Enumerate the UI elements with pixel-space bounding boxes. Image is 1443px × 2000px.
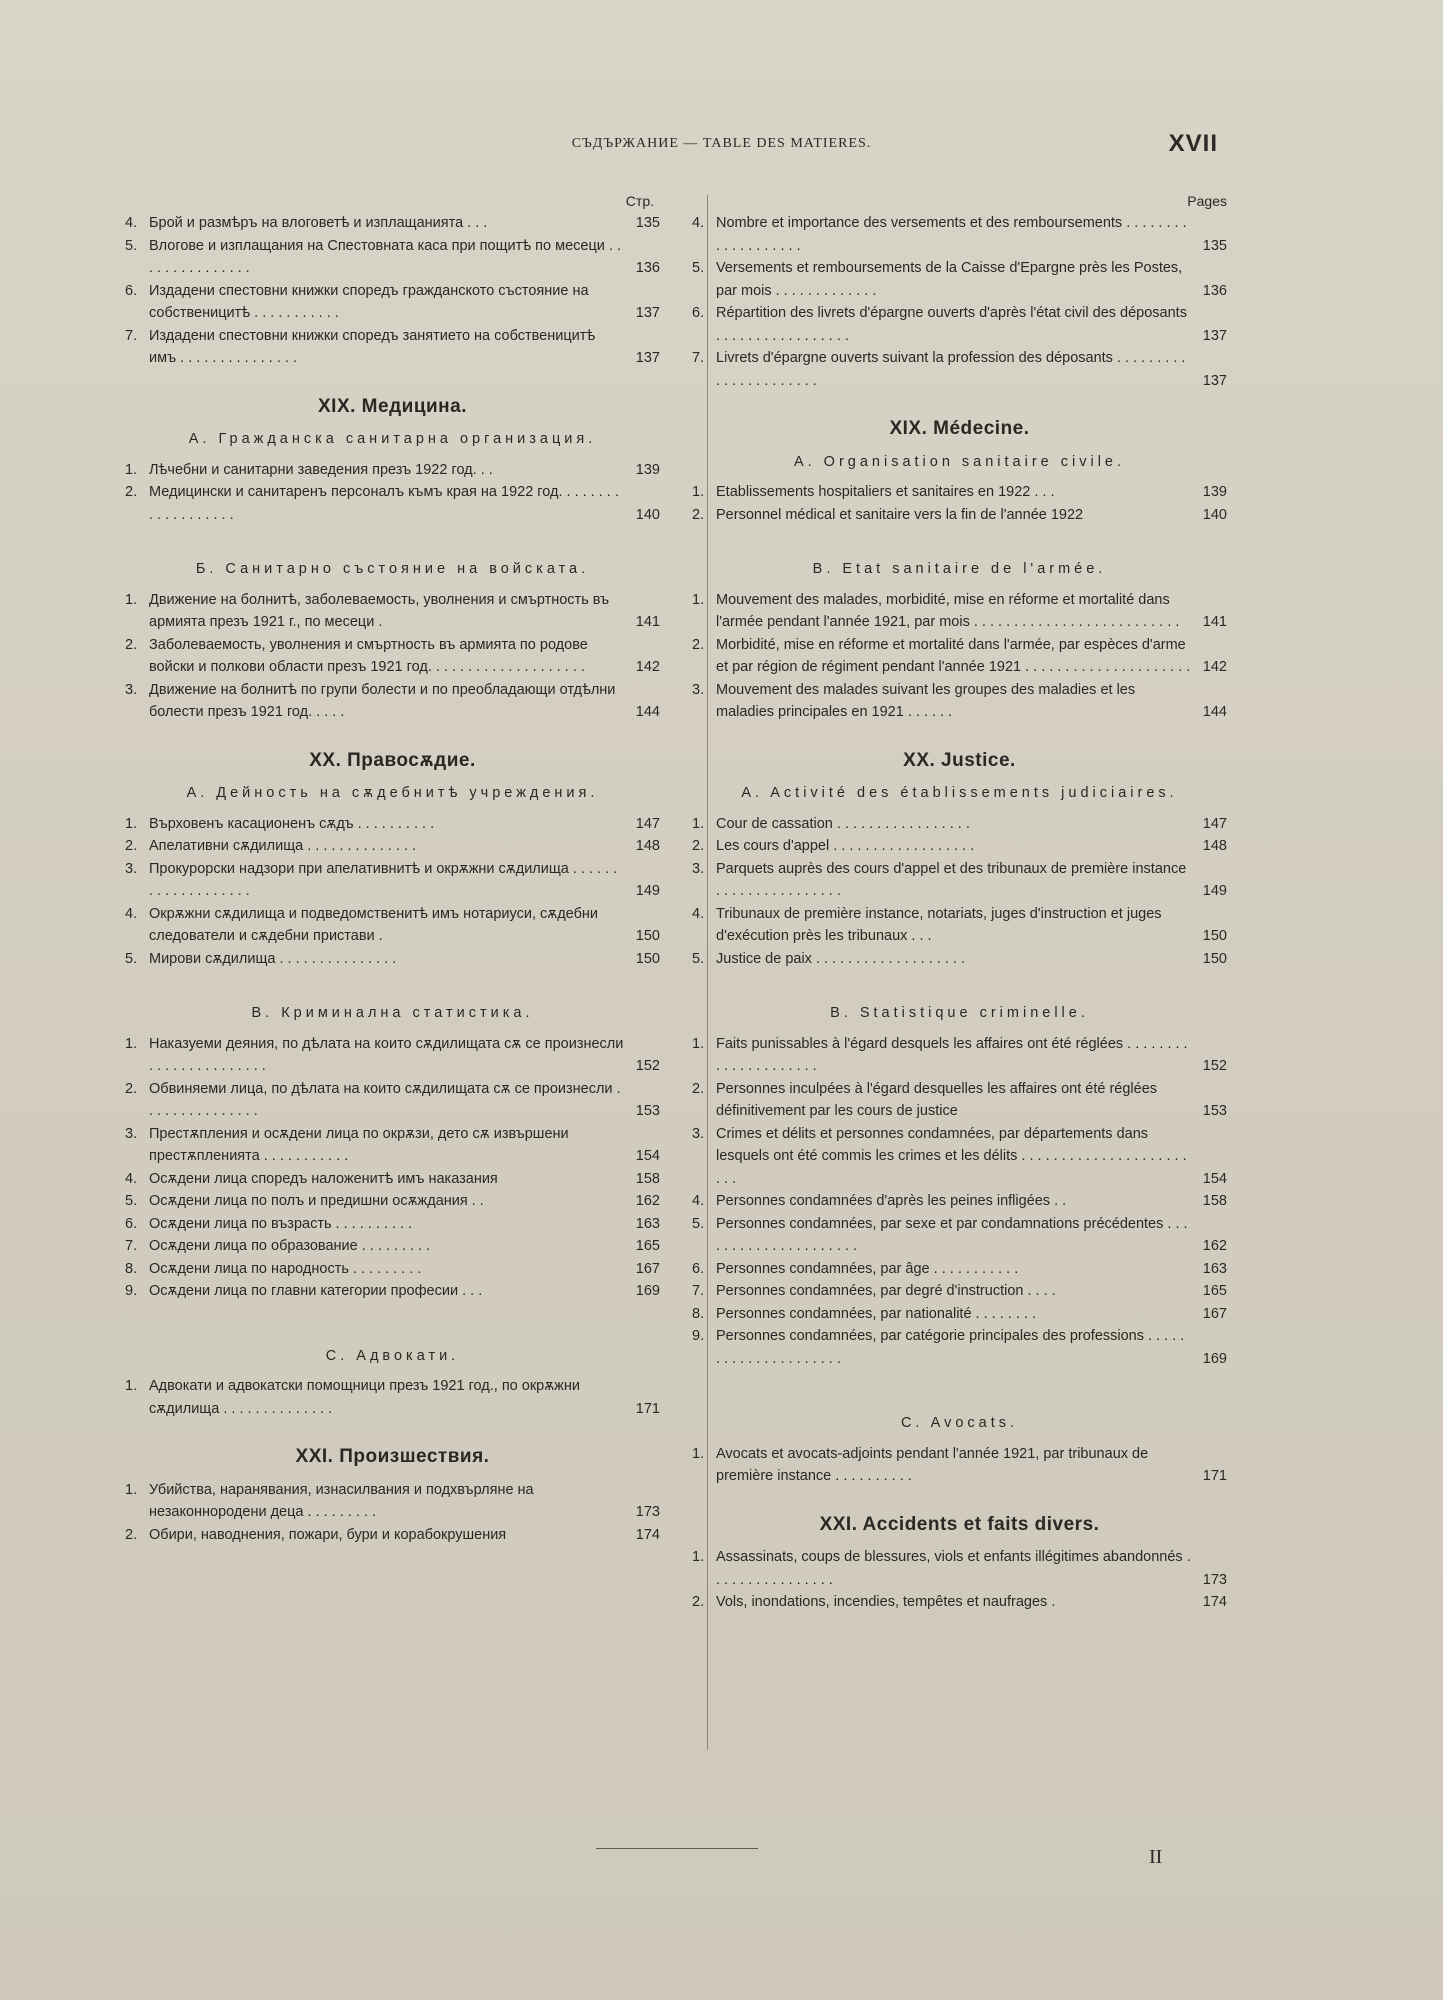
entry-page: 152 — [635, 1058, 660, 1074]
entry-title: Брой и размѣръ на влоговетѣ и изплащанията . . . — [149, 215, 488, 231]
entry-number: 7. — [692, 1283, 705, 1299]
subsection-title: A. Organisation sanitaire civile. — [793, 453, 1126, 470]
entry-title: Personnes condamnées, par nationalité . . . . . . . . — [716, 1305, 1036, 1322]
toc-entry — [125, 813, 660, 836]
toc-entry — [692, 302, 1227, 347]
entry-page: 150 — [635, 928, 660, 944]
entry-page: 137 — [1202, 372, 1227, 389]
entry-page: 153 — [1202, 1103, 1227, 1119]
entry-title: Наказуеми деяния, по дѣлата на които сѫдилищата сѫ се произнесли . . . . . . . . . . . . . . . — [149, 1035, 624, 1074]
entry-number: 2. — [692, 506, 705, 523]
entry-page: 174 — [635, 1526, 660, 1543]
entry-number: 8. — [692, 1305, 705, 1322]
entry-number: 2. — [125, 484, 138, 500]
entry-page: 135 — [1202, 237, 1227, 254]
entry-page: 169 — [1202, 1350, 1227, 1367]
toc-entry — [125, 325, 660, 370]
entry-number: 6. — [125, 282, 138, 299]
entry-title: Влогове и изплащания на Спестовната каса при пощитѣ по месеци . . . . . . . . . . . . . . . — [149, 237, 621, 276]
entry-page: 150 — [635, 950, 660, 967]
toc-entry — [692, 1078, 1227, 1123]
entry-title: Mouvement des malades, morbidité, mise en réforme et mortalité dans l'armée pendant l'année 1921, par mois . . . . . . . . . . . . . . . . . . . . . . . . . . — [716, 591, 1180, 630]
toc-column-bulgarian — [125, 190, 660, 1546]
entry-page: 137 — [1202, 327, 1227, 344]
subsection-title: C. Avocats. — [900, 1415, 1019, 1431]
toc-list — [692, 212, 1227, 392]
toc-entry — [125, 589, 660, 634]
toc-entry — [125, 1258, 660, 1281]
entry-number: 2. — [692, 1594, 705, 1610]
entry-number: 2. — [125, 838, 138, 854]
entry-number: 1. — [692, 1549, 705, 1565]
entry-page: 137 — [635, 305, 660, 321]
toc-entry — [125, 903, 660, 948]
entry-title: Avocats et avocats-adjoints pendant l'année 1921, par tribunaux de première instance . . . . . . . . . . — [716, 1445, 1149, 1484]
toc-entry — [692, 1280, 1227, 1303]
entry-page: 142 — [1202, 659, 1227, 675]
entry-number: 2. — [692, 636, 705, 653]
entry-number: 5. — [692, 950, 705, 967]
entry-page: 141 — [635, 614, 660, 630]
entry-title: Cour de cassation . . . . . . . . . . . . . . . . . — [716, 815, 970, 832]
toc-entry — [692, 813, 1227, 836]
entry-number: 5. — [125, 950, 138, 967]
section-title: XIX. Медицина. — [318, 395, 467, 417]
entry-title: Убийства, наранявания, изнасилвания и подхвърляне на незаконнородени деца . . . . . . . . . — [149, 1481, 534, 1520]
toc-list — [125, 459, 660, 527]
toc-entry — [692, 212, 1227, 257]
toc-entry — [125, 1235, 660, 1258]
entry-title: Les cours d'appel . . . . . . . . . . . . . . . . . . — [716, 838, 975, 854]
entry-page: 167 — [1202, 1305, 1227, 1322]
footer-rule — [596, 1848, 758, 1849]
entry-page: 144 — [1202, 704, 1227, 720]
entry-number: 4. — [125, 905, 138, 922]
toc-entry — [692, 347, 1227, 392]
entry-page: 139 — [1202, 484, 1227, 500]
toc-entry — [692, 257, 1227, 302]
toc-entry — [125, 1123, 660, 1168]
entry-page: 150 — [1202, 950, 1227, 967]
entry-page: 173 — [1202, 1571, 1227, 1588]
toc-entry — [125, 1524, 660, 1547]
entry-title: Personnes inculpées à l'égard desquelles les affaires ont été réglées définitivement par les cours de justice — [716, 1080, 1158, 1119]
entry-title: Осѫдени лица по възрасть . . . . . . . . . . — [149, 1215, 413, 1232]
toc-entry — [692, 1591, 1227, 1614]
subsection-title: A. Дейность на сѫдебнитѣ учреждения. — [186, 785, 599, 801]
entry-title: Окрѫжни сѫдилища и подведомственитѣ имъ нотариуси, сѫдебни следователи и сѫдебни пристави . — [149, 905, 598, 944]
entry-number: 1. — [125, 461, 138, 478]
entry-number: 1. — [125, 815, 138, 832]
toc-entry — [692, 504, 1227, 527]
entry-title: Personnes condamnées d'après les peines infligées . . — [716, 1193, 1067, 1209]
entry-page: 163 — [1202, 1260, 1227, 1277]
entry-title: Personnes condamnées, par degré d'instruction . . . . — [716, 1283, 1056, 1299]
entry-title: Издадени спестовни книжки споредъ гражданското състояние на собственицитѣ . . . . . . . . . . . — [149, 282, 589, 321]
entry-page: 152 — [1202, 1058, 1227, 1074]
entry-title: Justice de paix . . . . . . . . . . . . . . . . . . . — [716, 950, 965, 967]
entry-number: 8. — [125, 1260, 138, 1277]
toc-entry — [125, 679, 660, 724]
toc-list — [692, 1443, 1227, 1488]
entry-page: 140 — [635, 506, 660, 523]
subsection-title: B. Etat sanitaire de l'armée. — [812, 561, 1107, 577]
toc-column-french — [692, 190, 1227, 1614]
entry-number: 7. — [692, 350, 705, 366]
entry-page: 148 — [1202, 838, 1227, 854]
toc-entry — [692, 948, 1227, 971]
entry-title: Morbidité, mise en réforme et mortalité dans l'armée, par espèces d'arme et par région de régiment pendant l'année 1921 . . . . . . . . . . . . . . . . . . . . . — [716, 636, 1191, 675]
entry-title: Livrets d'épargne ouverts suivant la profession des déposants . . . . . . . . . . . . . . . . . . . . . . — [716, 350, 1186, 389]
toc-entry — [125, 280, 660, 325]
toc-entry — [125, 1033, 660, 1078]
entry-page: 149 — [635, 883, 660, 899]
entry-title: Personnel médical et sanitaire vers la fin de l'année 1922 — [716, 506, 1084, 523]
section-title: XXI. Произшествия. — [295, 1446, 490, 1467]
toc-entry — [692, 1546, 1227, 1591]
entry-title: Осѫдени лица по образование . . . . . . . . . — [149, 1238, 431, 1254]
entry-number: 5. — [692, 260, 705, 276]
entry-number: 1. — [692, 1445, 705, 1462]
entry-page: 140 — [1202, 506, 1227, 523]
toc-list — [125, 1033, 660, 1303]
subsection-title: Б. Санитарно състояние на войската. — [195, 561, 590, 577]
entry-number: 1. — [692, 591, 705, 608]
signature-mark: II — [1149, 1846, 1163, 1868]
entry-title: Versements et remboursements de la Caisse d'Epargne près les Postes, par mois . . . . . . . . . . . . . — [716, 260, 1183, 299]
toc-list — [125, 1375, 660, 1420]
entry-number: 4. — [692, 905, 705, 922]
entry-title: Апелативни сѫдилища . . . . . . . . . . . . . . — [149, 838, 416, 854]
entry-title: Crimes et délits et personnes condamnées, par départements dans lesquels ont été commis les crimes et les délits . . . . . . . . . . . . . . . . . . . . . . . . — [716, 1125, 1187, 1187]
toc-entry — [692, 858, 1227, 903]
entry-number: 2. — [125, 1080, 138, 1097]
entry-page: 171 — [1202, 1468, 1227, 1484]
entry-title: Обири, наводнения, пожари, бури и корабокрушения — [149, 1526, 507, 1543]
entry-title: Vols, inondations, incendies, tempêtes et naufrages . — [716, 1594, 1056, 1610]
toc-entry — [692, 903, 1227, 948]
entry-title: Движение на болнитѣ, заболеваемость, уволнения и смъртность въ армията презъ 1921 г., по месеци . — [149, 591, 610, 630]
entry-number: 3. — [125, 681, 138, 698]
entry-page: 167 — [635, 1260, 660, 1277]
entry-number: 2. — [692, 838, 705, 854]
toc-entry — [125, 481, 660, 526]
toc-entry — [692, 481, 1227, 504]
entry-title: Медицински и санитаренъ персоналъ къмъ края на 1922 год. . . . . . . . . . . . . . . . . . . — [149, 484, 619, 523]
entry-title: Parquets auprès des cours d'appel et des tribunaux de première instance . . . . . . . . . . . . . . . . — [716, 860, 1187, 899]
entry-page: 154 — [1202, 1170, 1227, 1187]
toc-entry — [125, 1213, 660, 1236]
entry-number: 5. — [692, 1215, 705, 1232]
entry-number: 1. — [692, 815, 705, 832]
toc-entry — [125, 1280, 660, 1303]
entry-page: 141 — [1202, 614, 1227, 630]
toc-entry — [692, 1303, 1227, 1326]
entry-page: 149 — [1202, 883, 1227, 899]
entry-title: Престѫпления и осѫдени лица по окрѫзи, дето сѫ извършени престѫпленията . . . . . . . . . . . — [149, 1125, 569, 1164]
toc-entry — [125, 235, 660, 280]
toc-list — [125, 589, 660, 724]
toc-entry — [125, 459, 660, 482]
toc-list — [692, 1033, 1227, 1371]
entry-title: Nombre et importance des versements et des remboursements . . . . . . . . . . . . . . . . . . . — [716, 215, 1187, 254]
toc-list — [692, 1546, 1227, 1614]
entry-title: Адвокати и адвокатски помощници презъ 1921 год., по окрѫжни сѫдилища . . . . . . . . . . . . . . — [149, 1378, 580, 1417]
entry-title: Personnes condamnées, par âge . . . . . . . . . . . — [716, 1260, 1019, 1277]
section-title: XX. Правосѫдие. — [309, 749, 476, 771]
entry-number: 9. — [125, 1283, 138, 1299]
entry-page: 154 — [635, 1148, 660, 1164]
entry-number: 2. — [692, 1080, 705, 1097]
entry-title: Mouvement des malades suivant les groupes des maladies et les maladies principales en 1921 . . . . . . — [716, 681, 1136, 720]
toc-entry — [125, 835, 660, 858]
entry-title: Мирови сѫдилища . . . . . . . . . . . . . . . — [149, 950, 397, 967]
toc-entry — [125, 1375, 660, 1420]
entry-page: 147 — [1202, 815, 1227, 832]
entry-title: Tribunaux de première instance, notariats, juges d'instruction et juges d'exécution près les tribunaux . . . — [716, 905, 1162, 944]
page-number-roman: XVII — [1168, 130, 1218, 157]
entry-title: Répartition des livrets d'épargne ouverts d'après l'état civil des déposants . . . . . . . . . . . . . . . . . — [716, 305, 1187, 344]
toc-list — [125, 813, 660, 971]
toc-entry — [692, 679, 1227, 724]
entry-number: 7. — [125, 327, 138, 344]
toc-entry — [125, 212, 660, 235]
toc-entry — [125, 948, 660, 971]
toc-entry — [692, 589, 1227, 634]
entry-page: 158 — [635, 1170, 660, 1187]
entry-number: 2. — [125, 636, 138, 653]
entry-page: 150 — [1202, 928, 1227, 944]
toc-entry — [125, 634, 660, 679]
toc-list — [692, 481, 1227, 526]
entry-title: Лѣчебни и санитарни заведения презъ 1922 год. . . — [149, 461, 493, 478]
entry-number: 1. — [125, 591, 138, 608]
entry-number: 1. — [692, 1035, 705, 1052]
entry-page: 158 — [1202, 1193, 1227, 1209]
entry-number: 4. — [692, 215, 705, 231]
entry-number: 1. — [125, 1378, 138, 1394]
entry-number: 4. — [125, 215, 138, 231]
running-head — [0, 132, 1443, 162]
entry-page: 169 — [635, 1283, 660, 1299]
section-title: XIX. Médecine. — [889, 418, 1030, 439]
entry-title: Faits punissables à l'égard desquels les affaires ont été réglées . . . . . . . . . . . . . . . . . . . . . — [716, 1035, 1188, 1074]
entry-number: 4. — [692, 1193, 705, 1209]
entry-number: 6. — [692, 1260, 705, 1277]
toc-entry — [125, 1168, 660, 1191]
entry-page: 144 — [635, 704, 660, 720]
entry-title: Прокурорски надзори при апелативнитѣ и окрѫжни сѫдилища . . . . . . . . . . . . . . . . . . . — [149, 860, 618, 899]
toc-entry — [692, 1443, 1227, 1488]
entry-title: Издадени спестовни книжки споредъ занятието на собственицитѣ имъ . . . . . . . . . . . . . . . — [149, 327, 596, 366]
entry-number: 3. — [692, 681, 705, 698]
toc-list — [692, 589, 1227, 724]
entry-page: 136 — [1202, 282, 1227, 299]
entry-page: 163 — [635, 1215, 660, 1232]
entry-page: 162 — [1202, 1238, 1227, 1254]
entry-number: 4. — [125, 1170, 138, 1187]
toc-entry — [692, 634, 1227, 679]
toc-entry — [125, 1190, 660, 1213]
subsection-title: B. Statistique criminelle. — [830, 1005, 1089, 1021]
entry-title: Върховенъ касационенъ сѫдъ . . . . . . . . . . — [149, 815, 435, 832]
entry-number: 1. — [692, 484, 705, 500]
toc-entry — [692, 1325, 1227, 1370]
toc-list — [125, 1479, 660, 1547]
subsection-title: A. Activité des établissements judiciaires. — [741, 785, 1178, 801]
toc-entry — [692, 1190, 1227, 1213]
entry-page: 165 — [1202, 1283, 1227, 1299]
entry-title: Движение на болнитѣ по групи болести и по преобладающи отдѣлни болести презъ 1921 год. . . . . — [149, 681, 616, 720]
entry-number: 5. — [125, 237, 138, 254]
section-title: XX. Justice. — [903, 749, 1016, 771]
section-title: XXI. Accidents et faits divers. — [819, 1513, 1100, 1535]
subsection-title: A. Гражданска санитарна организация. — [188, 431, 597, 447]
entry-page: 148 — [635, 838, 660, 854]
pages-label: Pages — [1187, 193, 1227, 209]
entry-page: 147 — [635, 815, 660, 832]
entry-title: Assassinats, coups de blessures, viols et enfants illégitimes abandonnés . . . . . . . . . . . . . . . . — [716, 1549, 1191, 1588]
entry-title: Осѫдени лица споредъ наложенитѣ имъ наказания — [149, 1170, 498, 1187]
entry-title: Осѫдени лица по главни категории професии . . . — [149, 1283, 483, 1299]
toc-entry — [125, 1479, 660, 1524]
entry-title: Заболеваемость, уволнения и смъртность въ армията по родове войски и полкови области презъ 1921 год. . . . . . . . . . . . . . . . . . . . — [149, 636, 588, 675]
toc-entry — [692, 835, 1227, 858]
entry-title: Осѫдени лица по народность . . . . . . . . . — [149, 1260, 422, 1277]
running-title: СЪДЪРЖАНИЕ — TABLE DES MATIERES. — [571, 136, 872, 151]
entry-title: Осѫдени лица по полъ и предишни осѫждания . . — [149, 1193, 484, 1209]
entry-page: 153 — [635, 1103, 660, 1119]
entry-number: 9. — [692, 1328, 705, 1344]
toc-entry — [692, 1033, 1227, 1078]
entry-number: 2. — [125, 1526, 138, 1543]
entry-page: 162 — [635, 1193, 660, 1209]
toc-entry — [692, 1258, 1227, 1281]
toc-entry — [125, 1078, 660, 1123]
entry-page: 142 — [635, 659, 660, 675]
toc-entry — [692, 1213, 1227, 1258]
subsection-title: C. Адвокати. — [325, 1347, 460, 1364]
entry-page: 137 — [635, 350, 660, 366]
entry-number: 6. — [125, 1215, 138, 1232]
toc-list — [692, 813, 1227, 971]
entry-number: 3. — [692, 860, 705, 877]
entry-title: Обвиняеми лица, по дѣлата на които сѫдилищата сѫ се произнесли . . . . . . . . . . . . . . . — [149, 1080, 621, 1119]
entry-title: Personnes condamnées, par sexe et par condamnations précédentes . . . . . . . . . . . . . . . . . . . . . — [716, 1215, 1188, 1254]
entry-page: 174 — [1202, 1594, 1227, 1610]
entry-page: 173 — [635, 1504, 660, 1520]
entry-page: 165 — [635, 1238, 660, 1254]
entry-page: 136 — [635, 260, 660, 276]
entry-number: 1. — [125, 1035, 138, 1052]
entry-title: Personnes condamnées, par catégorie principales des professions . . . . . . . . . . . . . . . . . . . . . — [716, 1328, 1185, 1367]
entry-number: 5. — [125, 1193, 138, 1209]
entry-number: 3. — [692, 1125, 705, 1142]
pages-label: Стр. — [625, 193, 654, 209]
entry-number: 1. — [125, 1481, 138, 1498]
entry-page: 139 — [635, 461, 660, 478]
entry-number: 3. — [125, 860, 138, 877]
toc-list — [125, 212, 660, 370]
toc-entry — [125, 858, 660, 903]
entry-number: 7. — [125, 1238, 138, 1254]
entry-page: 171 — [635, 1400, 660, 1417]
entry-number: 6. — [692, 305, 705, 321]
entry-title: Etablissements hospitaliers et sanitaires en 1922 . . . — [716, 484, 1055, 500]
subsection-title: B. Криминална статистика. — [251, 1005, 534, 1021]
entry-page: 135 — [635, 215, 660, 231]
toc-entry — [692, 1123, 1227, 1191]
entry-number: 3. — [125, 1125, 138, 1142]
